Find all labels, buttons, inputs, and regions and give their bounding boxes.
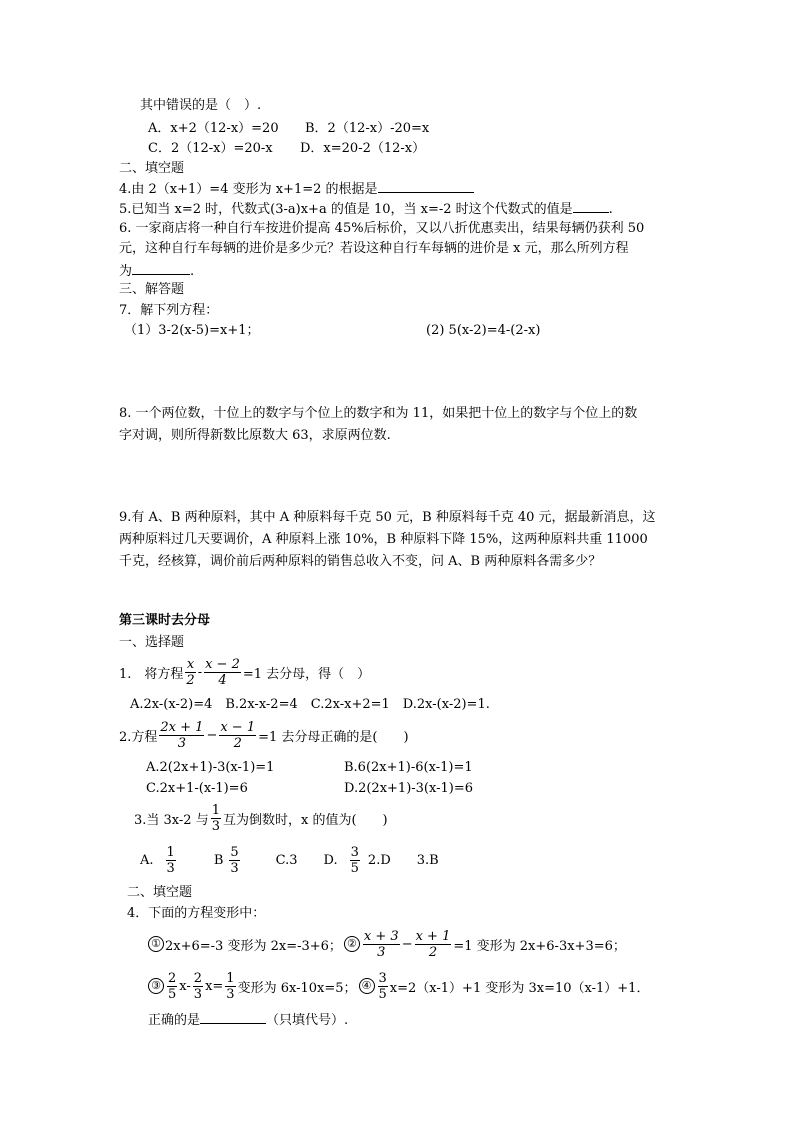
circled-number: ② xyxy=(344,936,360,952)
lesson3-question-2-option-d: D.2(2x+1)-3(x-1)=6 xyxy=(344,781,474,796)
fraction: $\frac{5}{3}$ xyxy=(230,844,239,876)
prev-question-stem: 其中错误的是（ ）. xyxy=(140,98,262,113)
question-7-part2: (2) 5(x-2)=4-(2-x) xyxy=(426,323,541,338)
fraction: $\frac{2}{5}$ xyxy=(168,970,177,1002)
question-4-text: 4.由 2（x+1）=4 变形为 x+1=2 的根据是 xyxy=(119,182,378,197)
section-heading-choice: 一、选择题 xyxy=(119,635,185,650)
lesson3-question-4-line2: ③ $\frac{2}{5}$ x- $\frac{2}{3}$ x= $\frac{1}{3}$ 变形为 6x-10x=5； ④ $\frac{3}{5}$ x=2（x-1）+1 变形为 3x=10（x-1）+1． xyxy=(148,966,649,1006)
fraction: $\frac{x}{2}$ xyxy=(186,656,195,688)
circled-number: ④ xyxy=(359,978,375,994)
question-8-line2: 字对调，则所得新数比原数大 63，求原两位数. xyxy=(119,428,391,443)
circled-number: ③ xyxy=(148,978,164,994)
fraction: $\frac{3}{5}$ xyxy=(350,844,359,876)
lesson3-question-4-line1: ① 2x+6=-3 变形为 2x=-3+6； ② $\frac{x + 3}{3}$ − $\frac{x + 1}{2}$ =1 变形为 2x+6-3x+3=6； xyxy=(148,924,626,964)
fraction: $\frac{x - 1}{2}$ xyxy=(220,719,256,751)
lesson3-question-4-answer: 正确的是 （只填代号）. xyxy=(148,1013,349,1028)
fraction: $\frac{x - 2}{4}$ xyxy=(205,656,240,688)
prev-option-a: A．x+2（12-x）=20 xyxy=(148,121,279,136)
fraction: $\frac{2}{3}$ xyxy=(193,970,203,1002)
section-heading-fill: 二、填空题 xyxy=(119,161,185,176)
lesson-title: 第三课时去分母 xyxy=(119,613,211,628)
circled-number: ① xyxy=(148,936,164,952)
fraction: $\frac{1}{3}$ xyxy=(211,802,220,834)
question-9-line3: 千克，经核算，调价前后两种原料的销售总收入不变，问 A、B 两种原料各需多少？ xyxy=(119,554,602,569)
answer-blank xyxy=(200,1011,266,1024)
lesson3-question-2: 2.方程 $\frac{2x + 1}{3}$ − $\frac{x - 1}{2}$ =1 去分母正确的是( ) xyxy=(119,719,409,751)
lesson3-question-3-options: A. $\frac{1}{3}$ B $\frac{5}{3}$ C.3 D. $\frac{3}{5}$ 2.D 3.B xyxy=(140,844,439,876)
fraction: $\frac{3}{5}$ xyxy=(378,970,387,1002)
fraction: $\frac{x + 1}{2}$ xyxy=(415,928,451,960)
lesson3-question-1: 1. 将方程 $\frac{x}{2}$ - $\frac{x - 2}{4}$ =1 去分母，得（ ） xyxy=(119,656,371,688)
section-heading-fill-2: 二、填空题 xyxy=(127,885,193,900)
lesson3-question-2-option-a: A.2(2x+1)-3(x-1)=1 xyxy=(146,760,275,775)
question-9-line2: 两种原料过几天要调价，A 种原料上涨 10%，B 种原料下降 15%，这两种原料共重 11000 xyxy=(119,532,648,547)
question-7-part1: （1）3-2(x-5)=x+1； xyxy=(124,323,260,338)
lesson3-question-2-option-c: C.2x+1-(x-1)=6 xyxy=(146,781,248,796)
question-4 xyxy=(119,180,474,198)
lesson3-question-4-title: 4．下面的方程变形中： xyxy=(127,906,266,921)
question-8-line1: 8. 一个两位数，十位上的数字与个位上的数字和为 11，如果把十位上的数字与个位上的数 xyxy=(119,406,638,421)
lesson3-question-2-option-b: B.6(2x+1)-6(x-1)=1 xyxy=(344,760,473,775)
prev-option-d: D．x=20-2（12-x） xyxy=(300,141,426,156)
prev-option-b: B．2（12-x）-20=x xyxy=(305,121,430,136)
lesson3-question-1-options: A.2x-(x-2)=4 B.2x-x-2=4 C.2x-x+2=1 D.2x-(x-2)=1. xyxy=(130,697,490,712)
question-6-line2: 元，这种自行车每辆的进价是多少元？若设这种自行车每辆的进价是 x 元，那么所列方程 xyxy=(119,241,629,256)
fraction: $\frac{1}{3}$ xyxy=(226,970,235,1002)
lesson3-question-3: 3.当 3x-2 与 $\frac{1}{3}$ 互为倒数时，x 的值为( ) xyxy=(134,802,388,834)
answer-blank xyxy=(573,200,609,213)
answer-blank xyxy=(378,180,474,193)
fraction: $\frac{1}{3}$ xyxy=(166,844,175,876)
section-heading-solve: 三、解答题 xyxy=(119,282,185,297)
answer-blank xyxy=(132,262,190,275)
question-9-line1: 9.有 A、B 两种原料，其中 A 种原料每千克 50 元，B 种原料每千克 40 元，据最新消息，这 xyxy=(119,510,656,525)
question-6-line3: 为 . xyxy=(119,264,195,279)
question-7-title: 7．解下列方程： xyxy=(119,303,219,318)
fraction: $\frac{x + 3}{3}$ xyxy=(363,928,399,960)
question-5-text: 5.已知当 x=2 时，代数式(3-a)x+a 的值是 10，当 x=-2 时这个代数式的值是 xyxy=(119,202,573,217)
prev-option-c: C．2（12-x）=20-x xyxy=(148,141,273,156)
fraction: $\frac{2x + 1}{3}$ xyxy=(160,719,204,751)
question-5: 5.已知当 x=2 时，代数式(3-a)x+a 的值是 10，当 x=-2 时这个代数式的值是 . xyxy=(119,202,613,217)
question-6-line1: 6. 一家商店将一种自行车按进价提高 45%后标价，又以八折优惠卖出，结果每辆仍获利 50 xyxy=(119,221,645,236)
